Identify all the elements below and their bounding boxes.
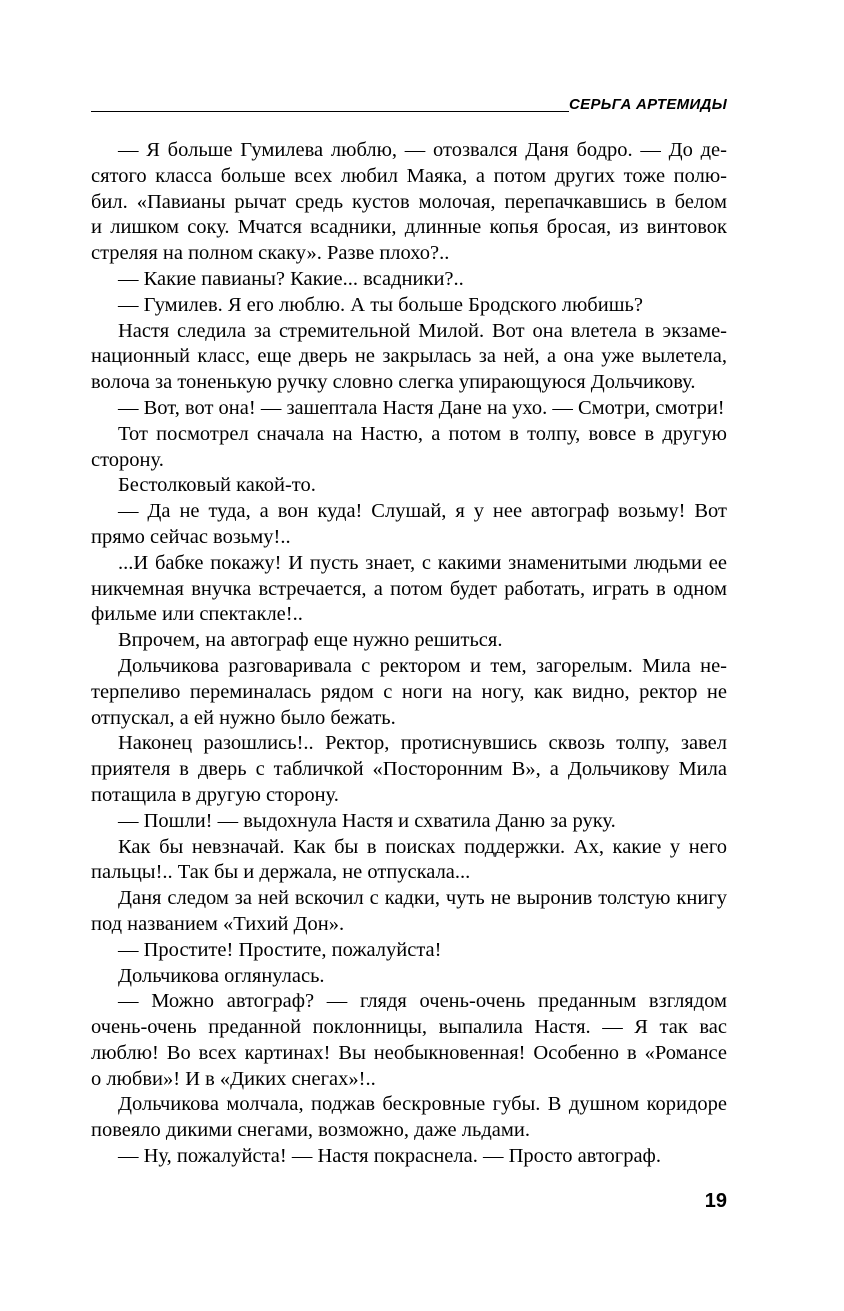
text-line: Бестолковый какой-то. xyxy=(118,474,316,497)
text-line: Тот посмотрел сначала на Настю, а потом в толпу, вовсе в другую xyxy=(118,422,727,445)
text-line: прямо сейчас возьму!.. xyxy=(91,525,291,548)
paragraph xyxy=(91,989,727,1092)
text-line: о любви»! И в «Диких снегах»!.. xyxy=(91,1067,376,1090)
text-line: — Гумилев. Я его люблю. А ты больше Бродского любишь? xyxy=(118,293,643,316)
text-line: — Какие павианы? Какие... всадники?.. xyxy=(118,267,464,290)
paragraph xyxy=(118,1144,727,1170)
paragraph xyxy=(91,422,727,474)
text-line: волоча за тоненькую ручку словно слегка упирающуюся Дольчикову. xyxy=(91,371,696,394)
text-line: — Пошли! — выдохнула Настя и схватила Даню за руку. xyxy=(118,809,616,832)
text-line: — Ну, пожалуйста! — Настя покраснела. — Просто автограф. xyxy=(118,1145,661,1168)
paragraph xyxy=(91,731,727,808)
text-line: стреляя на полном скаку». Разве плохо?.. xyxy=(91,242,450,265)
text-line: Дольчикова разговаривала с ректором и тем, загорелым. Мила не- xyxy=(118,654,727,677)
text-line: никчемная внучка встречается, а потом будет работать, играть в одном xyxy=(91,577,727,600)
text-line: — Да не туда, а вон куда! Слушай, я у нее автограф возьму! Вот xyxy=(118,500,727,523)
paragraph xyxy=(118,964,727,990)
paragraph xyxy=(118,396,727,422)
text-line: под названием «Тихий Дон». xyxy=(91,912,345,935)
paragraph xyxy=(118,293,727,319)
running-header-title: СЕРЬГА АРТЕМИДЫ xyxy=(569,96,727,113)
text-line: терпеливо переминалась рядом с ноги на ногу, как видно, ректор не xyxy=(91,680,727,703)
paragraph xyxy=(91,499,727,551)
text-line: — Вот, вот она! — зашептала Настя Дане на ухо. — Смотри, смотри! xyxy=(118,396,725,419)
paragraph xyxy=(91,1092,727,1144)
paragraph xyxy=(118,938,727,964)
text-line: бил. «Павианы рычат средь кустов молочая, перепачкавшись в белом xyxy=(91,190,727,213)
text-line: национный класс, еще дверь не закрылась за ней, а она уже вылетела, xyxy=(91,345,727,368)
text-line: — Простите! Простите, пожалуйста! xyxy=(118,938,442,961)
paragraph xyxy=(91,138,727,267)
text-line: фильме или спектакле!.. xyxy=(91,603,303,626)
paragraph xyxy=(91,319,727,396)
running-header xyxy=(91,94,727,124)
paragraph xyxy=(118,809,727,835)
paragraph xyxy=(91,886,727,938)
text-line: Впрочем, на автограф еще нужно решиться. xyxy=(118,629,503,652)
text-line: пальцы!.. Так бы и держала, не отпускала... xyxy=(91,861,471,884)
text-line: ...И бабке покажу! И пусть знает, с какими знаменитыми людьми ее xyxy=(118,551,727,574)
text-line: Дольчикова молчала, поджав бескровные губы. В душном коридоре xyxy=(118,1093,727,1116)
paragraph xyxy=(91,654,727,731)
text-line: Наконец разошлись!.. Ректор, протиснувшись сквозь толпу, завел xyxy=(118,732,727,755)
paragraph xyxy=(91,551,727,628)
text-line: — Можно автограф? — глядя очень-очень преданным взглядом xyxy=(118,990,727,1013)
paragraph xyxy=(118,628,727,654)
paragraph xyxy=(118,473,727,499)
text-line: Как бы невзначай. Как бы в поисках поддержки. Ах, какие у него xyxy=(118,835,727,858)
paragraph xyxy=(118,267,727,293)
text-line: очень-очень преданной поклонницы, выпалила Настя. — Я так вас xyxy=(91,1016,727,1039)
paragraph xyxy=(91,835,727,887)
text-line: Дольчикова оглянулась. xyxy=(118,964,325,987)
text-line: Настя следила за стремительной Милой. Вот она влетела в экзаме- xyxy=(118,319,727,342)
page-number: 19 xyxy=(704,1190,727,1212)
header-rule xyxy=(91,111,569,112)
text-line: сторону. xyxy=(91,448,164,471)
text-line: повеяло дикими снегами, возможно, даже льдами. xyxy=(91,1119,530,1142)
text-line: сятого класса больше всех любил Маяка, а потом других тоже полю- xyxy=(91,164,727,187)
text-line: приятеля в дверь с табличкой «Посторонним В», а Дольчикову Мила xyxy=(91,758,727,781)
body-text xyxy=(91,138,727,1170)
text-line: Даня следом за ней вскочил с кадки, чуть не выронив толстую книгу xyxy=(118,887,727,910)
text-line: люблю! Во всех картинах! Вы необыкновенная! Особенно в «Романсе xyxy=(91,1041,727,1064)
text-line: — Я больше Гумилева люблю, — отозвался Даня бодро. — До де- xyxy=(118,139,727,161)
text-line: отпускал, а ей нужно было бежать. xyxy=(91,706,396,729)
text-line: и лишком соку. Мчатся всадники, длинные копья бросая, из винтовок xyxy=(91,216,727,239)
text-line: потащила в другую сторону. xyxy=(91,783,339,806)
